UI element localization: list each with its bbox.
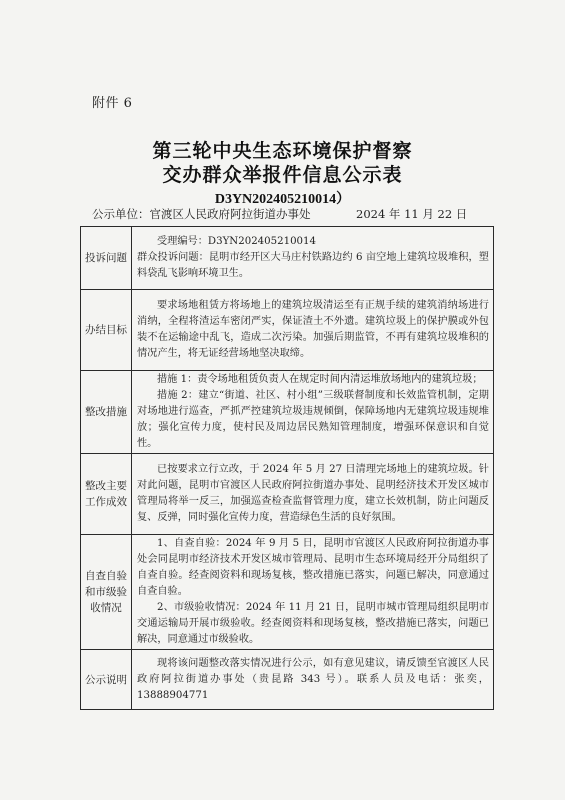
content-line: 已按要求立行立改，于 2024 年 5 月 27 日清理完场地上的建筑垃圾。针对此问题，昆明市官渡区人民政府阿拉街道办事处、昆明经济技术开发区城市管理局将举一反三，加强巡查检查监督管理力度，建立长效机制，防止问题反复、反弹，同时强化宣传力度，营造绿色生活的良好氛围。: [137, 464, 489, 523]
row-label: 整改主要工作成效: [81, 454, 132, 535]
row-label: 投诉问题: [81, 227, 132, 290]
row-content: [132, 650, 494, 710]
row-label: 整改措施: [81, 371, 132, 454]
row-content: [132, 454, 494, 535]
table-row-target: [81, 290, 494, 371]
content-line: 现将该问题整改落实情况进行公示，如有意见建议，请反馈至官渡区人民政府阿拉街道办事处（贵昆路 343 号）。联系人员及电话：张奕，13888904771: [137, 657, 489, 701]
row-label: 公示说明: [81, 650, 132, 710]
publish-date: 2024 年 11 月 22 日: [356, 207, 468, 221]
title-line-1: 第三轮中央生态环境保护督察: [152, 140, 413, 162]
content-line: 群众投诉问题：昆明市经开区大马庄村铁路边约 6 亩空地上建筑垃圾堆积，塑料袋乱飞影响环境卫生。: [137, 252, 489, 279]
row-content: [132, 535, 494, 650]
document-code: D3YN202405210014）: [214, 192, 351, 207]
row-label: 自查自验和市级验收情况: [81, 535, 132, 650]
table-row-measures: [81, 371, 494, 454]
content-line: 受理编号：D3YN202405210014: [157, 236, 317, 247]
table-row-complaint: [81, 227, 494, 290]
table-row-acceptance: [81, 535, 494, 650]
title-line-2: 交办群众举报件信息公示表: [162, 164, 403, 186]
attachment-label: 附件 6: [92, 96, 133, 111]
content-line: 措施 2：建立“街道、社区、村小组”三级联督制度和长效监管机制，定期对场地进行巡查，严抓严控建筑垃圾违规倾倒，保障场地内无建筑垃圾违规堆放；强化宣传力度，使村民及周边居民熟知管理制度，增强环保意识和自觉性。: [137, 390, 489, 449]
content-line: 1、自查自验：2024 年 9 月 5 日，昆明市官渡区人民政府阿拉街道办事处会同昆明市经济技术开发区城市管理局、昆明市生态环境局经开分局组织了自查自验。经查阅资料和现场复核，整改措施已落实，问题已解决，同意通过自查自验。: [137, 538, 489, 597]
table-row-notice: [81, 650, 494, 710]
table-row-results: [81, 454, 494, 535]
publisher-row: [92, 206, 492, 222]
publisher-unit: 公示单位：官渡区人民政府阿拉街道办事处: [92, 207, 311, 221]
content-line: 要求场地租赁方将场地上的建筑垃圾清运至有正规手续的建筑消纳场进行消纳，全程将渣运车密闭严实，保证渣土不外遗。建筑垃圾上的保护膜或外包装不在运输途中乱飞，造成二次污染。加强后期监管，不再有建筑垃圾堆积的情况产生，将无证经营场地坚决取缔。: [137, 300, 489, 359]
row-content: [132, 290, 494, 371]
content-line: 措施 1：责令场地租赁负责人在规定时间内清运堆放场地内的建筑垃圾；: [157, 374, 483, 385]
row-label: 办结目标: [81, 290, 132, 371]
row-content: [132, 371, 494, 454]
content-line: 2、市级验收情况：2024 年 11 月 21 日，昆明市城市管理局组织昆明市交通运输局开展市级验收。经查阅资料和现场复核，整改措施已落实，问题已解决，同意通过市级验收。: [137, 602, 489, 645]
info-table: [80, 226, 494, 710]
row-content: [132, 227, 494, 290]
